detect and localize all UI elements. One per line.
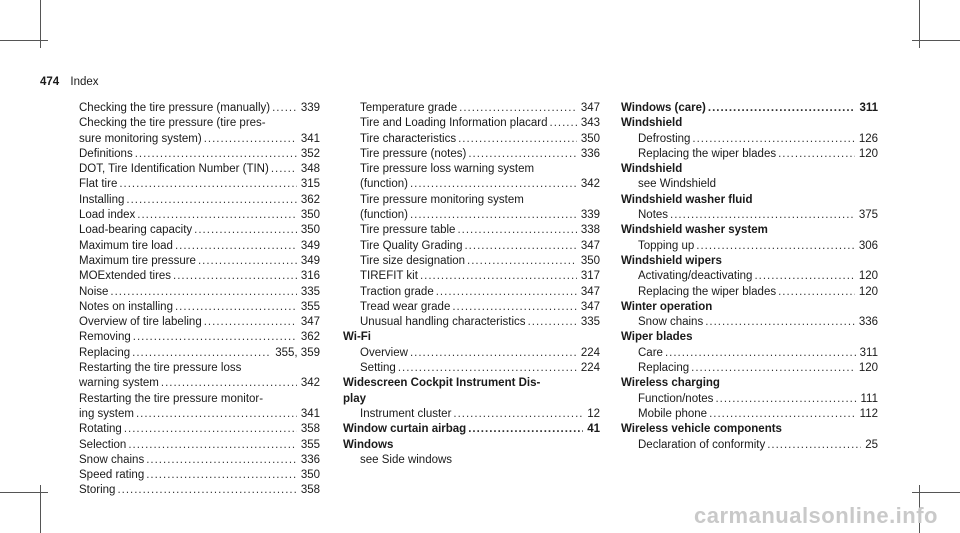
entry-page-ref: 336 [858, 316, 878, 329]
entry-page-ref: 375 [858, 209, 878, 222]
section-title: Index [70, 76, 99, 88]
leader-dots [468, 422, 583, 437]
watermark-text: carmanualsonline.info [694, 503, 938, 528]
leader-dots [410, 177, 577, 192]
index-entry [62, 223, 320, 238]
index-heading: Wireless vehicle components [621, 423, 782, 436]
leader-dots [204, 132, 297, 147]
index-entry [62, 239, 320, 254]
entry-page-ref: 342 [300, 377, 320, 390]
leader-dots [110, 285, 296, 300]
entry-label: warning system [79, 377, 159, 390]
page-number: 474 [40, 76, 60, 88]
entry-page-ref: 341 [300, 407, 320, 420]
index-entry [343, 177, 600, 192]
crop-mark [0, 40, 48, 41]
leader-dots [398, 361, 577, 376]
index-entry [62, 177, 320, 192]
entry-label: Tire pressure table [360, 224, 456, 237]
index-entry [62, 162, 320, 177]
index-entry [62, 193, 320, 208]
leader-dots [436, 285, 577, 300]
index-entry [62, 208, 320, 223]
index-heading: Windshield wipers [621, 254, 722, 267]
index-entry [62, 422, 320, 437]
entry-label: Defrosting [638, 132, 691, 145]
leader-dots [691, 361, 855, 376]
entry-page-ref: 112 [859, 407, 878, 420]
leader-dots [272, 101, 297, 116]
entry-label: Unusual handling characteristics [360, 316, 526, 329]
entry-page-ref: 342 [580, 178, 600, 191]
entry-page-ref: 317 [580, 270, 600, 283]
index-heading: Windshield washer fluid [621, 193, 753, 206]
crop-mark [0, 492, 48, 493]
index-heading: Widescreen Cockpit Instrument Dis- [343, 377, 541, 390]
entry-label: Tire size designation [360, 254, 466, 267]
index-entry [621, 392, 878, 407]
entry-page-ref: 224 [580, 346, 600, 359]
entry-label: Replacing [638, 362, 690, 375]
index-text: Restarting the tire pressure loss [79, 362, 242, 375]
entry-page-ref: 311 [859, 102, 878, 114]
index-entry [343, 422, 600, 437]
index-entry [62, 285, 320, 300]
entry-label: Snow chains [79, 453, 145, 466]
leader-dots [124, 422, 297, 437]
entry-page-ref: 350 [300, 209, 320, 222]
index-entry [62, 453, 320, 468]
leader-dots [126, 193, 296, 208]
entry-label: Selection [79, 438, 127, 451]
index-heading: Wiper blades [621, 331, 693, 344]
leader-dots [146, 453, 297, 468]
entry-label: Removing [79, 331, 131, 344]
index-entry [621, 147, 878, 162]
entry-label: Function/notes [638, 392, 714, 405]
leader-dots [467, 254, 577, 269]
crop-mark [912, 40, 960, 41]
index-entry [343, 116, 600, 131]
index-entry [62, 269, 320, 284]
entry-page-ref: 348 [300, 163, 320, 176]
index-entry [343, 361, 600, 376]
entry-page-ref: 347 [580, 300, 600, 313]
entry-page-ref: 335 [300, 285, 320, 298]
crop-mark [912, 492, 960, 493]
leader-dots [550, 116, 577, 131]
entry-label: Load-bearing capacity [79, 224, 193, 237]
entry-label: TIREFIT kit [360, 270, 418, 283]
index-entry [343, 346, 600, 361]
index-entry [62, 147, 320, 162]
index-entry [62, 132, 320, 147]
entry-label: DOT, Tire Identification Number (TIN) [79, 163, 269, 176]
entry-page-ref: 347 [580, 239, 600, 252]
leader-dots [204, 315, 297, 330]
leader-dots [198, 254, 297, 269]
entry-page-ref: 120 [858, 362, 878, 375]
index-entry [343, 300, 600, 315]
index-entry [343, 132, 600, 147]
leader-dots [709, 407, 856, 422]
index-entry [621, 239, 878, 254]
entry-page-ref: 339 [300, 102, 320, 114]
index-entry [62, 300, 320, 315]
entry-label: Tire characteristics [360, 132, 457, 145]
entry-page-ref: 343 [580, 117, 600, 130]
entry-label: Overview [360, 346, 408, 359]
leader-dots [119, 177, 296, 192]
leader-dots [146, 468, 297, 483]
index-entry [343, 147, 600, 162]
entry-page-ref: 341 [300, 132, 320, 145]
leader-dots [767, 438, 861, 453]
entry-label: Maximum tire load [79, 239, 173, 252]
leader-dots [173, 269, 297, 284]
entry-page-ref: 126 [858, 132, 878, 145]
entry-page-ref: 362 [300, 331, 320, 344]
index-entry [62, 101, 320, 116]
leader-dots [175, 300, 297, 315]
entry-label: ing system [79, 407, 134, 420]
index-entry [62, 254, 320, 269]
index-text: Restarting the tire pressure monitor- [79, 392, 264, 405]
entry-label: (function) [360, 209, 408, 222]
entry-label: Tire Quality Grading [360, 239, 463, 252]
entry-page-ref: 347 [300, 316, 320, 329]
entry-label: Tire and Loading Information placard [360, 117, 548, 130]
entry-label: Definitions [79, 147, 133, 160]
index-heading: Windshield washer system [621, 224, 768, 237]
index-entry [621, 407, 878, 422]
entry-label: Setting [360, 362, 396, 375]
entry-label: Notes on installing [79, 300, 173, 313]
leader-dots [692, 132, 854, 147]
index-entry [621, 438, 878, 453]
entry-label: Replacing the wiper blades [638, 147, 777, 160]
entry-label: MOExtended tires [79, 270, 172, 283]
leader-dots [459, 101, 577, 116]
entry-page-ref: 355, 359 [275, 346, 320, 359]
entry-page-ref: 120 [858, 285, 878, 298]
entry-page-ref: 362 [300, 193, 320, 206]
index-entry [621, 285, 878, 300]
leader-dots [137, 208, 297, 223]
entry-label: Care [638, 346, 663, 359]
entry-label: Rotating [79, 423, 122, 436]
entry-page-ref: 339 [580, 209, 600, 222]
leader-dots [452, 300, 576, 315]
index-entry [343, 239, 600, 254]
entry-label: Load index [79, 209, 136, 222]
leader-dots [175, 239, 297, 254]
entry-label: Temperature grade [360, 102, 458, 114]
entry-label: Tire pressure (notes) [360, 147, 467, 160]
leader-dots [665, 346, 856, 361]
entry-page-ref: 349 [300, 239, 320, 252]
leader-dots [271, 162, 297, 177]
entry-page-ref: 350 [300, 224, 320, 237]
entry-page-ref: 352 [300, 147, 320, 160]
index-heading: Wireless charging [621, 377, 720, 390]
leader-dots [528, 315, 577, 330]
leader-dots [696, 239, 855, 254]
entry-page-ref: 336 [300, 453, 320, 466]
entry-label: Noise [79, 285, 109, 298]
entry-page-ref: 111 [860, 392, 878, 405]
entry-label: Flat tire [79, 178, 118, 191]
leader-dots [778, 147, 855, 162]
entry-label: (function) [360, 178, 408, 191]
index-entry [343, 223, 600, 238]
index-entry [343, 254, 600, 269]
index-heading: Winter operation [621, 300, 713, 313]
entry-label: Declaration of conformity [638, 438, 766, 451]
entry-label: Notes [638, 209, 669, 222]
index-heading: Windshield [621, 117, 683, 130]
index-entry [62, 438, 320, 453]
index-text: Checking the tire pressure (tire pres- [79, 117, 266, 130]
entry-label: Replacing the wiper blades [638, 285, 777, 298]
entry-page-ref: 355 [300, 438, 320, 451]
entry-page-ref: 120 [858, 270, 878, 283]
entry-page-ref: 315 [300, 178, 320, 191]
entry-page-ref: 311 [859, 346, 878, 359]
index-text: see Windshield [638, 178, 716, 191]
entry-label: Tread wear grade [360, 300, 451, 313]
index-text: see Side windows [360, 453, 453, 466]
entry-page-ref: 306 [858, 239, 878, 252]
index-entry [621, 132, 878, 147]
entry-page-ref: 355 [300, 300, 320, 313]
index-entry [343, 285, 600, 300]
entry-page-ref: 120 [858, 147, 878, 160]
entry-label: Checking the tire pressure (manually) [79, 102, 271, 114]
index-heading: Windows [343, 438, 394, 451]
entry-page-ref: 338 [580, 224, 600, 237]
index-entry [343, 315, 600, 330]
index-entry [621, 346, 878, 361]
entry-page-ref: 41 [587, 423, 600, 436]
entry-label: Replacing [79, 346, 131, 359]
entry-label: Topping up [638, 239, 695, 252]
entry-label: Activating/deactivating [638, 270, 753, 283]
entry-page-ref: 316 [300, 270, 320, 283]
index-entry [621, 208, 878, 223]
index-text: Tire pressure monitoring system [360, 193, 524, 206]
entry-label: Storing [79, 484, 116, 497]
leader-dots [410, 346, 577, 361]
index-entry [62, 483, 320, 498]
index-column-3 [621, 101, 878, 453]
index-entry [62, 407, 320, 422]
leader-dots [410, 208, 577, 223]
leader-dots [468, 147, 577, 162]
leader-dots [754, 269, 854, 284]
entry-page-ref: 358 [300, 423, 320, 436]
leader-dots [420, 269, 577, 284]
leader-dots [132, 346, 271, 361]
index-column-2 [343, 101, 600, 468]
leader-dots [133, 330, 297, 345]
index-entry [621, 269, 878, 284]
index-entry [343, 101, 600, 116]
entry-label: Windows (care) [621, 102, 706, 114]
entry-label: sure monitoring system) [79, 132, 202, 145]
entry-label: Window curtain airbag [343, 423, 467, 436]
leader-dots [136, 407, 297, 422]
entry-label: Traction grade [360, 285, 434, 298]
leader-dots [117, 483, 296, 498]
entry-page-ref: 347 [580, 285, 600, 298]
leader-dots [135, 147, 297, 162]
entry-label: Speed rating [79, 469, 145, 482]
entry-page-ref: 350 [580, 254, 600, 267]
index-entry [62, 315, 320, 330]
index-heading: play [343, 392, 367, 405]
entry-page-ref: 347 [580, 102, 600, 114]
page-header [40, 76, 99, 88]
leader-dots [708, 101, 856, 116]
index-entry [343, 407, 600, 422]
entry-page-ref: 350 [300, 469, 320, 482]
index-entry [62, 376, 320, 391]
index-entry [62, 330, 320, 345]
leader-dots [453, 407, 583, 422]
index-entry [621, 315, 878, 330]
entry-page-ref: 25 [865, 438, 878, 451]
index-entry [621, 101, 878, 116]
leader-dots [161, 376, 297, 391]
entry-page-ref: 224 [580, 362, 600, 375]
entry-page-ref: 12 [587, 407, 600, 420]
leader-dots [778, 285, 855, 300]
entry-page-ref: 335 [580, 316, 600, 329]
leader-dots [670, 208, 855, 223]
leader-dots [464, 239, 576, 254]
leader-dots [715, 392, 856, 407]
index-column-1 [62, 101, 320, 499]
index-entry [343, 269, 600, 284]
entry-page-ref: 358 [300, 484, 320, 497]
leader-dots [458, 132, 577, 147]
entry-label: Mobile phone [638, 407, 708, 420]
entry-label: Installing [79, 193, 125, 206]
entry-page-ref: 336 [580, 147, 600, 160]
entry-label: Instrument cluster [360, 407, 452, 420]
entry-page-ref: 349 [300, 254, 320, 267]
entry-label: Maximum tire pressure [79, 254, 196, 267]
index-entry [62, 346, 320, 361]
index-text: Tire pressure loss warning system [360, 163, 535, 176]
leader-dots [194, 223, 297, 238]
leader-dots [457, 223, 576, 238]
leader-dots [705, 315, 855, 330]
entry-label: Overview of tire labeling [79, 316, 202, 329]
index-heading: Windshield [621, 163, 683, 176]
index-entry [343, 208, 600, 223]
index-heading: Wi-Fi [343, 331, 371, 344]
index-entry [621, 361, 878, 376]
entry-label: Snow chains [638, 316, 704, 329]
leader-dots [128, 438, 297, 453]
index-entry [62, 468, 320, 483]
entry-page-ref: 350 [580, 132, 600, 145]
